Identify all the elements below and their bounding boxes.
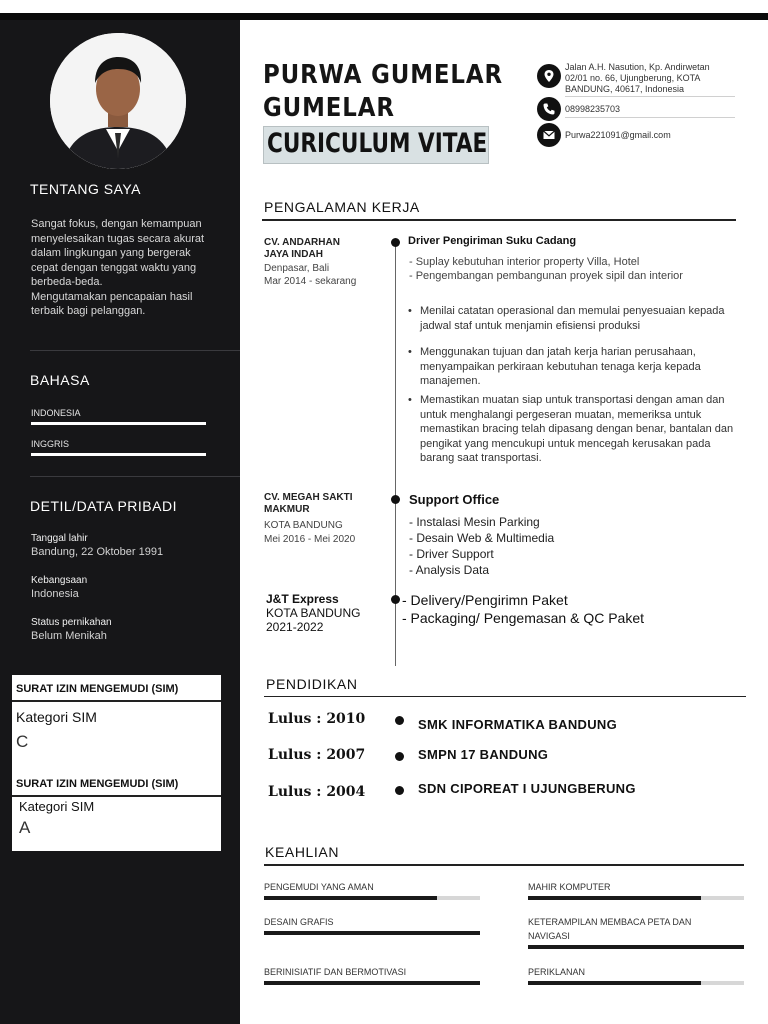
- sim-category-label: Kategori SIM: [16, 709, 97, 725]
- job-task: - Packaging/ Pengemasan & QC Paket: [402, 610, 645, 626]
- skill-bar: [264, 896, 480, 900]
- section-rule: [264, 696, 746, 697]
- job-task: - Delivery/Pengirimn Paket: [402, 592, 568, 608]
- job-task: - Pengembangan pembangunan proyek sipil dan interior: [409, 270, 683, 282]
- sim-divider: [12, 700, 221, 702]
- job-task: - Instalasi Mesin Parking: [409, 515, 540, 529]
- job-bullet: [408, 304, 738, 333]
- name-line-1: PURWA GUMELAR: [263, 60, 503, 90]
- about-heading: TENTANG SAYA: [30, 181, 142, 197]
- company-city: KOTA BANDUNG: [264, 520, 343, 531]
- email-address[interactable]: Purwa221091@gmail.com: [565, 130, 671, 140]
- job-task: - Analysis Data: [409, 563, 490, 577]
- personal-value: Bandung, 22 Oktober 1991: [31, 546, 164, 558]
- profile-photo: [50, 33, 186, 169]
- person-portrait-icon: [50, 33, 186, 169]
- personal-label: Tanggal lahir: [31, 533, 88, 544]
- graduation-year: Lulus : 2010: [268, 711, 366, 727]
- skill-bar-fill: [528, 896, 701, 900]
- timeline-dot: [395, 786, 404, 795]
- personal-value: Belum Menikah: [31, 630, 107, 642]
- skill-bar: [264, 981, 480, 985]
- sim-title: SURAT IZIN MENGEMUDI (SIM): [16, 778, 179, 790]
- skill-label: BERINISIATIF DAN BERMOTIVASI: [264, 967, 407, 977]
- timeline-dot: [391, 238, 400, 247]
- about-line: terbaik bagi pelanggan.: [31, 305, 146, 317]
- skill-bar-fill: [264, 981, 480, 985]
- bullet-marker: •: [408, 394, 412, 406]
- about-line: menyelesaikan tugas secara akurat: [31, 232, 205, 245]
- personal-label: Kebangsaan: [31, 575, 88, 586]
- education-heading: PENDIDIKAN: [266, 676, 358, 692]
- phone-icon: [537, 97, 561, 121]
- job-period: Mei 2016 - Mei 2020: [264, 534, 356, 545]
- school-name: SDN CIPOREAT I UJUNGBERUNG: [418, 781, 636, 796]
- sidebar-divider: [30, 476, 240, 477]
- contact-divider: [565, 96, 735, 97]
- skill-bar-fill: [264, 896, 437, 900]
- skill-label: KETERAMPILAN MEMBACA PETA DAN NAVIGASI: [528, 917, 692, 941]
- job-role: Driver Pengiriman Suku Cadang: [408, 235, 577, 247]
- top-border: [0, 13, 768, 20]
- skill-bar: [528, 945, 744, 949]
- experience-heading: PENGALAMAN KERJA: [264, 199, 420, 215]
- sim-divider: [12, 795, 221, 797]
- company-name: JAYA INDAH: [264, 249, 323, 260]
- skills-heading: KEAHLIAN: [265, 844, 340, 860]
- sim-category-value: C: [16, 732, 29, 751]
- name-line-2: GUMELAR: [263, 93, 395, 123]
- graduation-year: Lulus : 2007: [268, 747, 366, 763]
- language-level-bar: [31, 453, 206, 456]
- job-task: - Suplay kebutuhan interior property Villa, Hotel: [409, 256, 640, 268]
- skill-bar-fill: [528, 945, 744, 949]
- language-label: INDONESIA: [31, 408, 81, 418]
- location-pin-icon: [537, 64, 561, 88]
- job-period: Mar 2014 - sekarang: [264, 276, 357, 287]
- address-line: 02/01 no. 66, Ujungberung, KOTA: [565, 73, 701, 83]
- school-name: SMK INFORMATIKA BANDUNG: [418, 717, 617, 732]
- company-name: MAKMUR: [264, 504, 310, 515]
- personal-label: Status pernikahan: [31, 617, 112, 628]
- timeline-dot: [391, 595, 400, 604]
- language-label: INGGRIS: [31, 439, 70, 449]
- company-name: CV. ANDARHAN: [264, 237, 340, 248]
- address-line: BANDUNG, 40617, Indonesia: [565, 84, 685, 94]
- timeline-dot: [391, 495, 400, 504]
- sidebar: [0, 20, 240, 1024]
- timeline-dot: [395, 752, 404, 761]
- company-city: KOTA BANDUNG: [266, 606, 361, 620]
- about-line: Mengutamakan pencapaian hasil: [31, 290, 193, 303]
- personal-value: Indonesia: [31, 588, 79, 600]
- bullet-text: Memastikan muatan siap untuk transportasi dengan aman dan untuk menghalangi pergeseran muatan, memeriksa untuk memastikan bracing telah dipasang dengan benar, bantalan dan pengikat yang mencukupi untuk mencegah kerusakan pada barang saat transportasi.: [420, 394, 734, 464]
- graduation-year: Lulus : 2004: [268, 784, 366, 800]
- skill-bar: [264, 931, 480, 935]
- skill-label: PENGEMUDI YANG AMAN: [264, 882, 374, 892]
- language-level-bar: [31, 422, 206, 425]
- job-bullet: [408, 393, 738, 466]
- job-task: - Desain Web & Multimedia: [409, 531, 555, 545]
- skill-bar: [528, 981, 744, 985]
- contact-divider: [565, 117, 735, 118]
- bullet-marker: •: [408, 305, 412, 317]
- sidebar-divider: [30, 350, 240, 351]
- skill-label: PERIKLANAN: [528, 967, 586, 977]
- job-period: 2021-2022: [266, 620, 324, 634]
- bullet-text: Menggunakan tujuan dan jatah kerja harian perusahaan, menyampaikan perkiraan kebutuhan tenaga kerja kepada manajemen.: [420, 346, 701, 387]
- company-name: CV. MEGAH SAKTI: [264, 492, 353, 503]
- personal-heading: DETIL/DATA PRIBADI: [30, 498, 177, 514]
- about-line: cepat dengan tenggat waktu yang: [31, 261, 197, 274]
- envelope-icon: [537, 123, 561, 147]
- job-role: Support Office: [409, 492, 500, 507]
- company-name: J&T Express: [266, 592, 339, 606]
- company-city: Denpasar, Bali: [264, 263, 330, 274]
- sim-category-label: Kategori SIM: [19, 799, 95, 814]
- section-rule: [264, 864, 744, 866]
- language-heading: BAHASA: [30, 372, 90, 388]
- about-line: berbeda-beda.: [31, 276, 103, 288]
- job-task: - Driver Support: [409, 547, 494, 561]
- sim-category-value: A: [19, 818, 31, 837]
- about-line: Sangat fokus, dengan kemampuan: [31, 218, 202, 230]
- timeline-dot: [395, 716, 404, 725]
- sim-title: SURAT IZIN MENGEMUDI (SIM): [16, 683, 179, 695]
- school-name: SMPN 17 BANDUNG: [418, 747, 549, 762]
- address-line: Jalan A.H. Nasution, Kp. Andirwetan: [565, 62, 710, 72]
- skill-label: MAHIR KOMPUTER: [528, 882, 611, 892]
- skill-bar: [528, 896, 744, 900]
- phone-number[interactable]: 08998235703: [565, 104, 621, 114]
- job-bullet: [408, 345, 738, 389]
- section-rule: [262, 219, 736, 221]
- document-title: CURICULUM VITAE: [267, 128, 488, 159]
- skill-bar-fill: [528, 981, 701, 985]
- skill-bar-fill: [264, 931, 480, 935]
- bullet-text: Menilai catatan operasional dan memulai penyesuaian kepada jadwal staf untuk menjamin efisiensi produksi: [420, 305, 725, 332]
- bullet-marker: •: [408, 346, 412, 358]
- sim-box: [12, 675, 221, 851]
- about-line: dalam lingkungan yang bergerak: [31, 247, 191, 259]
- skill-label: DESAIN GRAFIS: [264, 917, 334, 927]
